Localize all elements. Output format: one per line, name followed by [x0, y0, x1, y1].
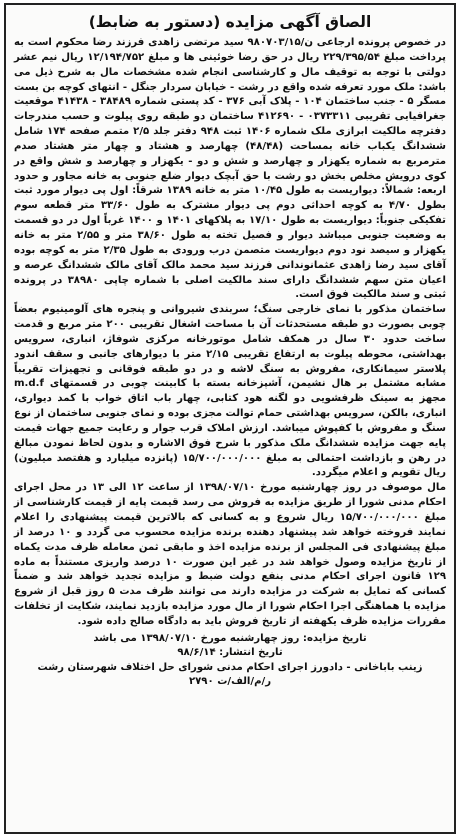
reference-code: ر/م/الف/ت ۲۷۹۰ — [188, 676, 272, 688]
notice-paragraph-terms: مال موصوف در روز چهارشنبه مورخ ۱۳۹۸/۰۷/۱۰ از ساعت ۱۲ الی ۱۳ در محل اجرای احکام مدنی شورا از طریق مزایده به فروش می رسد قیمت پایه از قیمت کارشناسی از مبلغ ۱۵/۷۰۰/۰۰۰/۰۰۰ ریال شروع و به کسانی که بالاترین قیمت پیشنهادی را اعلام نمایند فروخته خواهد شد پیشنهاد دهنده برنده مزایده محسوب می گردد و ۱۰ درصد از مبلغ پیشنهادی فی المجلس از برنده مزایده اخذ و مابقی ثمن معامله ظرف مدت یکماه از تاریخ مزایده وصول خواهد شد در غیر این صورت ۱۰ درصد واریزی مستنداً به ماده ۱۲۹ قانون اجرای احکام مدنی بنفع دولت ضبط و مزایده تجدید خواهد شد و ضمناً کسانی که تمایل به شرکت در مزایده دارند می توانند ظرف مدت ۵ روز قبل از شروع مزایده با هماهنگی اجرا احکام شورا از مال مورد مزایده بازدید نمایند، شکایت از تخلفات مقررات مزایده ظرف یکهفته از تاریخ فروش باید به دادگاه صالح داده شود. — [14, 482, 446, 627]
notice-paragraph-case: در خصوص پرونده ارجاعی ن/۹۸۰۷۰۳/۱۵ سید مرتضی زاهدی فرزند رضا محکوم است به پرداخت مبلغ ۲۲۹/۳۹۵/۵۴ ریال در حق رضا خوئینی ها و مبلغ ۱۲/۱۹۴/۷۵۲ ریال نیم عشر دولتی با توجه به توقیف مال و کارشناسی انجام شده مشخصات مال به شرح ذیل می باشد: ملک مورد تعرفه شده واقع در رشت - خیابان سردار جنگل - انتهای کوچه بن بست مسگر ۵ - جنب ساختمان ۱۰۴ - پلاک آبی ۳۷۶ - کد پستی شماره ۳۸۴۸۹ - ۴۱۴۳۸ موقعیت جغرافیایی تقریبی ۰۳۷۳۳۱۱ - ۴۱۲۶۹۰ ساختمان دو طبقه روی پیلوت و حسب مندرجات دفترچه مالکیت ابرازی ملک شماره ۱۴۰۶ ثبت ۹۴۸ دفتر جلد ۲/۵ متمم صفحه ۱۷۴ شامل ششدانگ یکباب خانه بمساحت (۴۸/۴۸) چهارصد و هشتاد و چهار متر هشتاد صدم مترمربع به شماره یکهزار و چهارصد و شش و دو - یکهزار و چهارصد و شش واقع در کوی درویش مخلص بخش دو رشت با حق آبچک دیوار ضلع جنوبی به خانه مجاور و حدود اربعه: شمالاً: دیواریست به طول ۱۰/۴۵ متر به خانه ۱۳۸۹ شرقاً: اول پی دیوار مورد ثبت بطول ۴/۷۰ به کوچه احداثی دوم پی دیوار مشترک به طول ۳۳/۶۰ متر قطعه سوم تفکیکی جنوباً: دیواریست به طول ۱۷/۱۰ به پلاکهای ۱۴۰۱ و ۱۴۰۰ غرباً اول در دو قسمت به وضعیت جنوبی میباشد دیوار و فصیل تخته به طول ۳۸/۶۰ متر و ۲/۵۵ متر به خانه یکهزار و سیصد نود دوم دیواریست متصمن درب ورودی به طول ۲/۳۵ متر به کوچه بوده آقای سید رضا زاهدی عثمانوندانی فرزند سید محمد مالک آقای مالک ششدانگ عرصه و اعیان متن سهم ششدانگ دارای سند مالکیت اصلی با شماره چاپی ۳۸۹۸۰ در پرونده ثبتی و سند مالکیت فوق است. — [14, 37, 447, 301]
issue-date: تاریخ انتشار: ۹۸/۶/۱۴ — [177, 647, 283, 659]
auction-notice — [4, 3, 456, 834]
notice-paragraph-building: ساختمان مذکور با نمای خارجی سنگ؛ سربندی شیروانی و پنجره های آلومینیوم بعضاً چوبی بصورت دو طبقه مستحدثات آن با مساحت اشغال تقریبی ۲۰۰ متر مربع و قدمت ساخت حدود ۳۰ سال در همکف شامل موتورخانه مرکزی شوفاژ، انباری، سرویس بهداشتی، محوطه پیلوت به ارتفاع تقریبی ۲/۱۵ متر با دیوارهای جانبی و سقف اندود پلاستر سیمانکاری، مفروش به سنگ لاشه و در دو طبقه فوقانی و تجهیزات تقریباً مشابه مشتمل بر هال نشیمن، آشپزخانه بسته با کابینت چوبی در قسمتهای m.d.f مجهز به سینک ظرفشویی دو لگنه هود کتابی، چهار باب اتاق خواب با کمد دیواری، انباری، بالکن، سرویس بهداشتی حمام توالت مجزی بوده و نمای جنوبی ساختمان از نوع سنگ و مفروش با کفپوش میباشد. ارزش املاک قرب جوار و رعایت جمیع جهات قیمت پایه جهت مزایده ششدانگ ملک مذکور با شرح فوق الاشاره و بدون لحاظ نمودن مبالغ در رهن و بازداشت احتمالی به مبلغ ۱۵/۷۰۰/۰۰۰/۰۰۰ (پانزده میلیارد و هفتصد میلیون) ریال تقویم و اعلام میگردد. — [14, 304, 446, 479]
auction-date: تاریخ مزایده: روز چهارشنبه مورخ ۱۳۹۸/۰۷/۱۰ می باشد — [93, 632, 367, 644]
signature: زینب باباخانی - دادورز اجرای احکام مدنی شورای حل اختلاف شهرستان رشت — [37, 661, 423, 673]
notice-footer — [14, 632, 446, 690]
notice-title: الصاق آگهی مزایده (دستور به ضابط) — [88, 13, 372, 31]
